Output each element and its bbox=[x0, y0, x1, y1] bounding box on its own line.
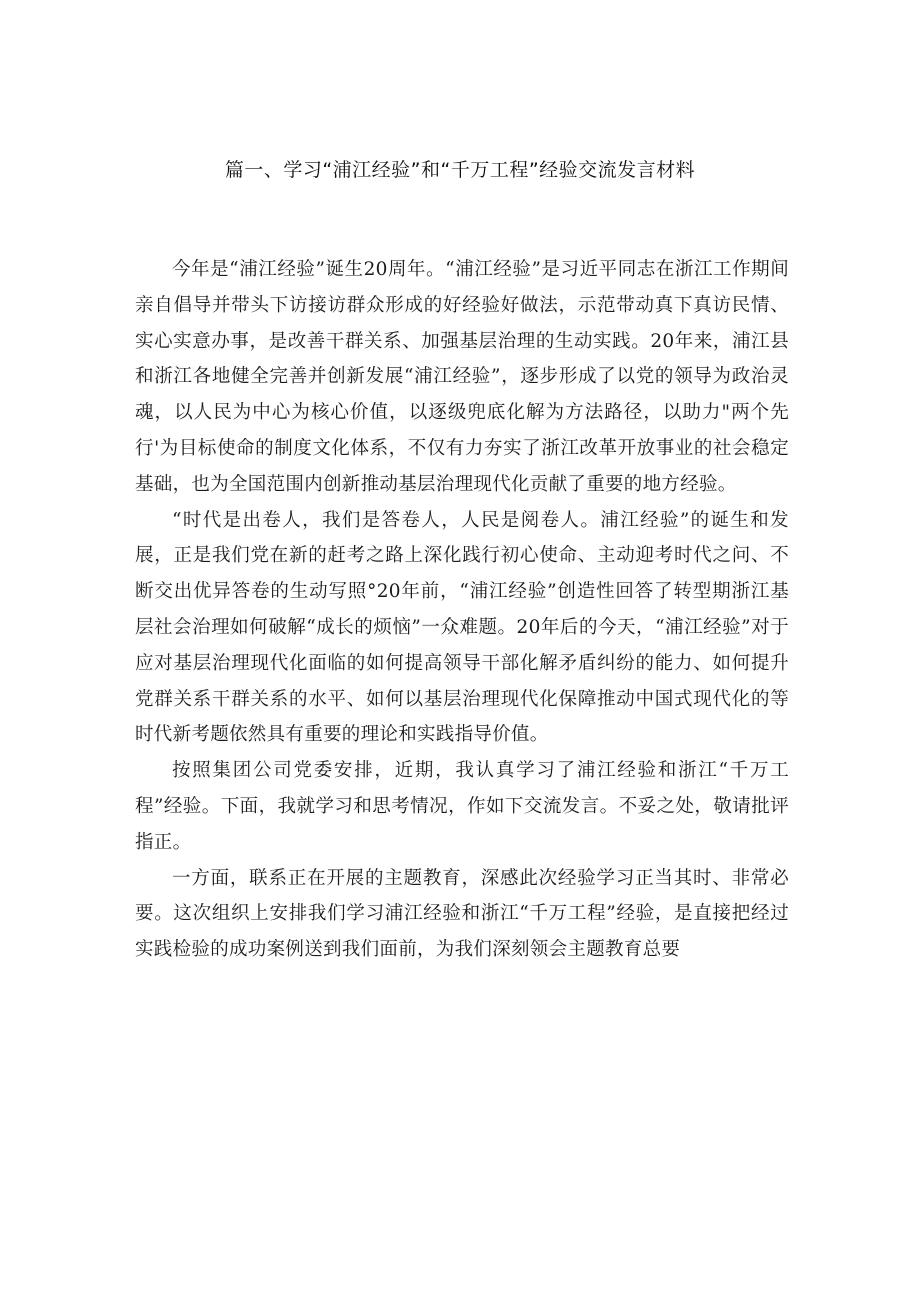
document-title: 篇一、学习“浦江经验”和“千万工程”经验交流发言材料 bbox=[224, 159, 696, 181]
paragraph-3: 按照集团公司党委安排，近期，我认真学习了浦江经验和浙江“千万工程”经验。下面，我就学习和思考情况，作如下交流发言。不妥之处，敬请批评指正。 bbox=[135, 760, 789, 853]
paragraph-2: “时代是出卷人，我们是答卷人，人民是阅卷人。浦江经验”的诞生和发展，正是我们党在新的赶考之路上深化践行初心使命、主动迎考时代之问、不断交出优异答卷的生动写照°20年前，“浦江经验”创造性回答了转型期浙江基层社会治理如何破解“成长的烦恼”一众难题。20年后的今天，“浦江经验”对于应对基层治理现代化面临的如何提高领导干部化解矛盾纠纷的能力、如何提升党群关系干群关系的水平、如何以基层治理现代化保障推动中国式现代化的等时代新考题依然具有重要的理论和实践指导价值。 bbox=[135, 509, 789, 746]
document-body bbox=[135, 252, 789, 968]
paragraph-1: 今年是“浦江经验”诞生20周年。“浦江经验”是习近平同志在浙江工作期间亲自倡导并带头下访接访群众形成的好经验好做法，示范带动真下真访民情、实心实意办事，是改善干群关系、加强基层治理的生动实践。20年来，浦江县和浙江各地健全完善并创新发展“浦江经验”，逐步形成了以党的领导为政治灵魂，以人民为中心为核心价值，以逐级兜底化解为方法路径，以助力"两个先行'为目标使命的制度文化体系，不仅有力夯实了浙江改革开放事业的社会稳定基础，也为全国范围内创新推动基层治理现代化贡献了重要的地方经验。 bbox=[135, 259, 789, 495]
paragraph-4: 一方面，联系正在开展的主题教育，深感此次经验学习正当其时、非常必要。这次组织上安排我们学习浦江经验和浙江“千万工程”经验，是直接把经过实践检验的成功案例送到我们面前，为我们深刻领会主题教育总要 bbox=[135, 867, 789, 961]
